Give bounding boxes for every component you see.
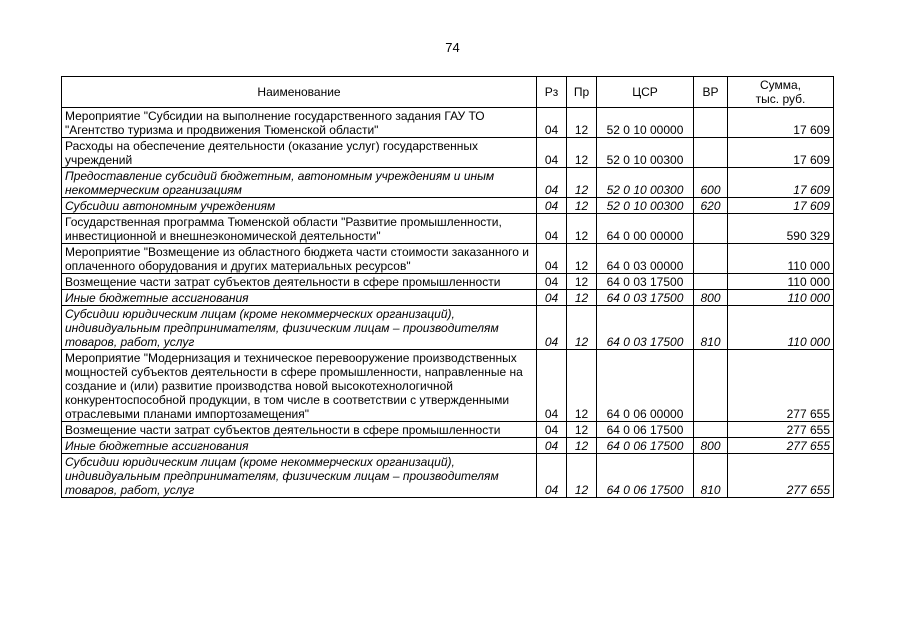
table-row xyxy=(62,350,834,422)
table-header xyxy=(62,77,834,108)
table-row xyxy=(62,306,834,350)
cell-name: Предоставление субсидий бюджетным, автономным учреждениям и иным некоммерческим организациям xyxy=(62,168,537,198)
cell-pr: 12 xyxy=(567,138,597,168)
cell-vr xyxy=(694,108,728,138)
cell-rz: 04 xyxy=(537,214,567,244)
cell-sum: 277 655 xyxy=(728,454,834,498)
cell-csr: 64 0 00 00000 xyxy=(597,214,694,244)
cell-vr xyxy=(694,214,728,244)
cell-rz: 04 xyxy=(537,438,567,454)
cell-sum: 17 609 xyxy=(728,108,834,138)
table-row xyxy=(62,290,834,306)
cell-name: Возмещение части затрат субъектов деятельности в сфере промышленности xyxy=(62,274,537,290)
cell-pr: 12 xyxy=(567,290,597,306)
cell-csr: 52 0 10 00300 xyxy=(597,168,694,198)
cell-sum: 277 655 xyxy=(728,422,834,438)
cell-vr xyxy=(694,350,728,422)
cell-rz: 04 xyxy=(537,422,567,438)
cell-csr: 52 0 10 00000 xyxy=(597,108,694,138)
cell-vr: 810 xyxy=(694,306,728,350)
cell-csr: 64 0 06 17500 xyxy=(597,422,694,438)
header-sum-line2: тыс. руб. xyxy=(755,92,806,106)
cell-rz: 04 xyxy=(537,108,567,138)
cell-rz: 04 xyxy=(537,350,567,422)
cell-sum: 110 000 xyxy=(728,244,834,274)
cell-vr xyxy=(694,274,728,290)
cell-name: Расходы на обеспечение деятельности (оказание услуг) государственных учреждений xyxy=(62,138,537,168)
page-number: 74 xyxy=(445,40,460,55)
header-rz: Рз xyxy=(537,77,567,108)
cell-csr: 52 0 10 00300 xyxy=(597,138,694,168)
cell-rz: 04 xyxy=(537,274,567,290)
cell-vr: 800 xyxy=(694,290,728,306)
cell-csr: 64 0 03 17500 xyxy=(597,290,694,306)
cell-sum: 590 329 xyxy=(728,214,834,244)
cell-csr: 64 0 03 17500 xyxy=(597,306,694,350)
cell-vr xyxy=(694,422,728,438)
cell-pr: 12 xyxy=(567,274,597,290)
cell-rz: 04 xyxy=(537,290,567,306)
table-row xyxy=(62,198,834,214)
table-row xyxy=(62,274,834,290)
table-body xyxy=(62,108,834,498)
cell-csr: 64 0 06 00000 xyxy=(597,350,694,422)
cell-vr xyxy=(694,244,728,274)
cell-pr: 12 xyxy=(567,168,597,198)
cell-pr: 12 xyxy=(567,108,597,138)
cell-name: Мероприятие "Модернизация и техническое перевооружение производственных мощностей субъектов деятельности в сфере промышленности, направленные на создание и (или) развитие производства новой высокотехнологичной конкурентоспособной продукции, в том числе в соответствии с утвержденными отраслевыми планами импортозамещения" xyxy=(62,350,537,422)
table-row xyxy=(62,244,834,274)
cell-vr: 800 xyxy=(694,438,728,454)
cell-name: Субсидии юридическим лицам (кроме некоммерческих организаций), индивидуальным предпринимателям, физическим лицам – производителям товаров, работ, услуг xyxy=(62,306,537,350)
cell-pr: 12 xyxy=(567,306,597,350)
budget-table xyxy=(61,76,834,498)
table-row xyxy=(62,454,834,498)
cell-name: Иные бюджетные ассигнования xyxy=(62,290,537,306)
header-sum-line1: Сумма, xyxy=(759,78,802,92)
cell-name: Мероприятие "Субсидии на выполнение государственного задания ГАУ ТО "Агентство туризма и продвижения Тюменской области" xyxy=(62,108,537,138)
cell-csr: 64 0 03 00000 xyxy=(597,244,694,274)
cell-sum: 110 000 xyxy=(728,306,834,350)
cell-rz: 04 xyxy=(537,454,567,498)
cell-vr: 620 xyxy=(694,198,728,214)
cell-sum: 17 609 xyxy=(728,168,834,198)
cell-sum: 17 609 xyxy=(728,198,834,214)
cell-pr: 12 xyxy=(567,422,597,438)
cell-rz: 04 xyxy=(537,244,567,274)
cell-vr: 810 xyxy=(694,454,728,498)
cell-name: Государственная программа Тюменской области "Развитие промышленности, инвестиционной и внешнеэкономической деятельности" xyxy=(62,214,537,244)
cell-vr: 600 xyxy=(694,168,728,198)
table-row xyxy=(62,168,834,198)
cell-pr: 12 xyxy=(567,454,597,498)
header-sum xyxy=(728,77,834,108)
cell-pr: 12 xyxy=(567,214,597,244)
cell-sum: 17 609 xyxy=(728,138,834,168)
table-row xyxy=(62,138,834,168)
cell-sum: 277 655 xyxy=(728,350,834,422)
cell-csr: 64 0 03 17500 xyxy=(597,274,694,290)
cell-rz: 04 xyxy=(537,306,567,350)
header-row xyxy=(62,77,834,108)
cell-rz: 04 xyxy=(537,168,567,198)
cell-pr: 12 xyxy=(567,350,597,422)
cell-vr xyxy=(694,138,728,168)
cell-pr: 12 xyxy=(567,198,597,214)
header-csr: ЦСР xyxy=(597,77,694,108)
cell-name: Мероприятие "Возмещение из областного бюджета части стоимости заказанного и оплаченного оборудования и других материальных ресурсов" xyxy=(62,244,537,274)
cell-name: Иные бюджетные ассигнования xyxy=(62,438,537,454)
cell-pr: 12 xyxy=(567,438,597,454)
header-name: Наименование xyxy=(62,77,537,108)
header-vr: ВР xyxy=(694,77,728,108)
table-row xyxy=(62,108,834,138)
cell-name: Субсидии юридическим лицам (кроме некоммерческих организаций), индивидуальным предпринимателям, физическим лицам – производителям товаров, работ, услуг xyxy=(62,454,537,498)
header-pr: Пр xyxy=(567,77,597,108)
cell-name: Субсидии автономным учреждениям xyxy=(62,198,537,214)
cell-pr: 12 xyxy=(567,244,597,274)
cell-rz: 04 xyxy=(537,198,567,214)
table-row xyxy=(62,438,834,454)
cell-csr: 64 0 06 17500 xyxy=(597,454,694,498)
cell-csr: 64 0 06 17500 xyxy=(597,438,694,454)
cell-sum: 277 655 xyxy=(728,438,834,454)
cell-sum: 110 000 xyxy=(728,274,834,290)
table-row xyxy=(62,214,834,244)
table-row xyxy=(62,422,834,438)
cell-rz: 04 xyxy=(537,138,567,168)
cell-csr: 52 0 10 00300 xyxy=(597,198,694,214)
cell-name: Возмещение части затрат субъектов деятельности в сфере промышленности xyxy=(62,422,537,438)
cell-sum: 110 000 xyxy=(728,290,834,306)
